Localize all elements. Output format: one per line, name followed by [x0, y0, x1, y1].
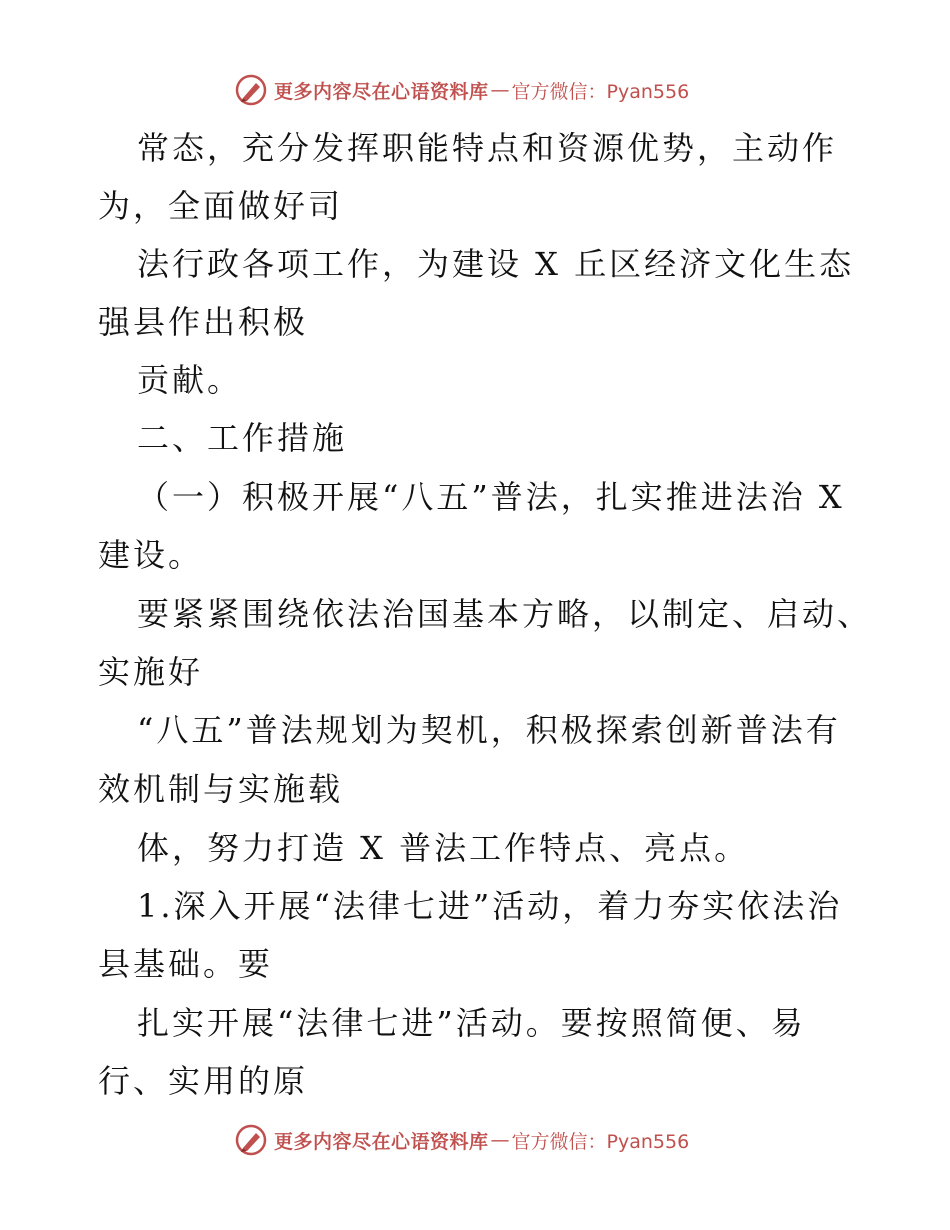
paragraph-line: 常态，充分发挥职能特点和资源优势，主动作: [137, 129, 838, 167]
paragraph-line: 法行政各项工作，为建设 X 丘区经济文化生态: [137, 245, 855, 283]
numbered-item-heading: 1.深入开展“法律七进”活动，着力夯实依法治: [137, 887, 843, 925]
watermark-dash: —: [490, 1129, 510, 1151]
section-heading: 二、工作措施: [137, 419, 348, 457]
footer-watermark: [234, 1120, 734, 1160]
paragraph-line: 强县作出积极: [98, 303, 309, 341]
paragraph-line: 贡献。: [137, 361, 243, 399]
paragraph-line: 效机制与实施载: [98, 770, 344, 808]
paragraph-line: 实施好: [98, 653, 204, 691]
watermark-dash: —: [490, 79, 510, 101]
pen-logo-icon: [234, 1123, 268, 1157]
paragraph-line: “八五”普法规划为契机，积极探索创新普法有: [137, 711, 841, 749]
paragraph-line: 县基础。要: [98, 945, 274, 983]
watermark-main-text: 更多内容尽在心语资料库: [274, 80, 489, 103]
watermark-main-text: 更多内容尽在心语资料库: [274, 1130, 489, 1153]
paragraph-line: 扎实开展“法律七进”活动。要按照简便、易: [137, 1004, 806, 1042]
paragraph-line: 行、实用的原: [98, 1062, 309, 1100]
subsection-heading: （一）积极开展“八五”普法，扎实推进法治 X: [137, 478, 845, 516]
paragraph-line: 要紧紧围绕依法治国基本方略，以制定、启动、: [137, 595, 873, 633]
paragraph-line: 体，努力打造 X 普法工作特点、亮点。: [137, 829, 750, 867]
watermark-account-text: 官方微信：Pyan556: [511, 1130, 690, 1153]
paragraph-line: 建设。: [98, 536, 204, 574]
paragraph-line: 为，全面做好司: [98, 187, 344, 225]
watermark-account-text: 官方微信：Pyan556: [511, 80, 690, 103]
